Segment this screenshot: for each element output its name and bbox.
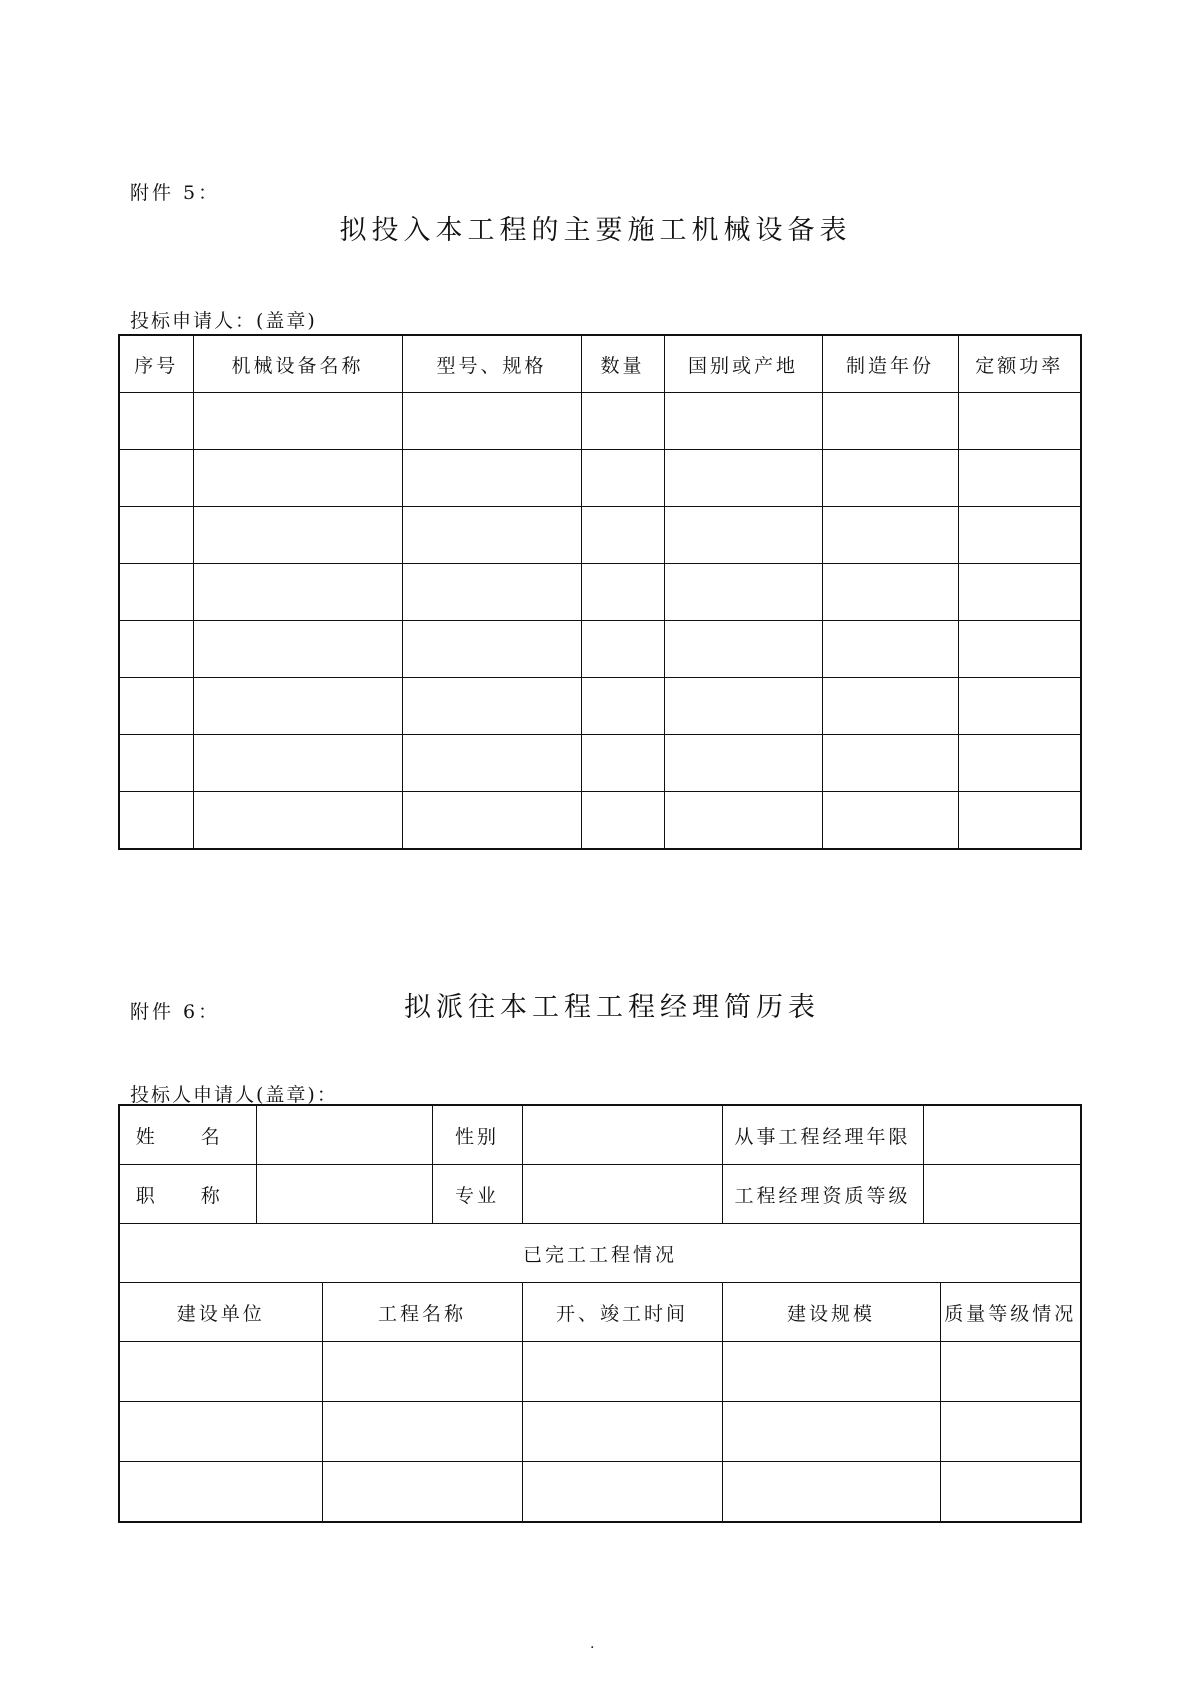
table-cell [402, 564, 581, 621]
header-quantity: 数量 [581, 335, 664, 393]
project-header-row [119, 1283, 1081, 1342]
table-cell [581, 564, 664, 621]
table-cell [322, 1462, 522, 1523]
table-cell [522, 1342, 722, 1402]
gender-value [522, 1105, 722, 1165]
completed-section-heading: 已完工工程情况 [119, 1224, 1081, 1283]
header-equipment-name: 机械设备名称 [193, 335, 402, 393]
table-cell [193, 564, 402, 621]
table-cell [822, 393, 958, 450]
table-cell [664, 450, 822, 507]
table-row [119, 507, 1081, 564]
table-cell [402, 678, 581, 735]
table-row [119, 678, 1081, 735]
table-cell [119, 507, 193, 564]
table-row [119, 735, 1081, 792]
table-cell [119, 1462, 322, 1523]
header-model-spec: 型号、规格 [402, 335, 581, 393]
table-cell [722, 1462, 940, 1523]
table-cell [958, 507, 1081, 564]
table-row [119, 1462, 1081, 1523]
table-cell [822, 450, 958, 507]
table-cell [822, 678, 958, 735]
table-cell [664, 564, 822, 621]
table-row [119, 450, 1081, 507]
table-cell [193, 507, 402, 564]
table-cell [958, 393, 1081, 450]
table-cell [402, 792, 581, 850]
table-row [119, 564, 1081, 621]
table-cell [402, 393, 581, 450]
table-cell [119, 1402, 322, 1462]
table-cell [664, 735, 822, 792]
table-cell [119, 792, 193, 850]
table-cell [402, 507, 581, 564]
table-row [119, 393, 1081, 450]
header-rated-power: 定额功率 [958, 335, 1081, 393]
table-cell [193, 621, 402, 678]
table-cell [581, 735, 664, 792]
completed-section-row [119, 1224, 1081, 1283]
name-row [119, 1105, 1081, 1165]
equipment-table-header [119, 335, 1081, 393]
table-cell [822, 792, 958, 850]
table-cell [581, 393, 664, 450]
table-cell [119, 621, 193, 678]
table-cell [722, 1402, 940, 1462]
table-cell [940, 1462, 1081, 1523]
table-cell [958, 735, 1081, 792]
major-value [522, 1165, 722, 1224]
manager-resume-table [118, 1104, 1082, 1523]
table-cell [958, 450, 1081, 507]
attachment-6-label: 附件 6： [130, 1001, 221, 1023]
header-construction-unit: 建设单位 [119, 1283, 322, 1342]
header-quality-grade: 质量等级情况 [940, 1283, 1081, 1342]
gender-label: 性别 [432, 1105, 522, 1165]
table-cell [193, 735, 402, 792]
header-origin: 国别或产地 [664, 335, 822, 393]
table-cell [322, 1342, 522, 1402]
header-manufacture-year: 制造年份 [822, 335, 958, 393]
header-start-end-time: 开、竣工时间 [522, 1283, 722, 1342]
table-cell [822, 621, 958, 678]
table-cell [722, 1342, 940, 1402]
header-scale: 建设规模 [722, 1283, 940, 1342]
table-cell [119, 735, 193, 792]
attachment-5-title: 拟投入本工程的主要施工机械设备表 [339, 215, 852, 246]
table-cell [822, 564, 958, 621]
table-cell [940, 1402, 1081, 1462]
title-value [256, 1165, 432, 1224]
table-cell [581, 678, 664, 735]
attachment-6-title: 拟派往本工程工程经理简历表 [404, 992, 820, 1023]
qualification-label: 工程经理资质等级 [722, 1165, 923, 1224]
table-cell [581, 507, 664, 564]
equipment-table [118, 334, 1082, 850]
table-cell [958, 564, 1081, 621]
table-cell [402, 621, 581, 678]
major-label: 专业 [432, 1165, 522, 1224]
table-cell [119, 450, 193, 507]
table-cell [119, 678, 193, 735]
name-label: 姓 名 [119, 1105, 256, 1165]
footer-dot: . [590, 1636, 595, 1652]
table-cell [119, 564, 193, 621]
table-cell [664, 792, 822, 850]
years-value [923, 1105, 1081, 1165]
table-cell [581, 621, 664, 678]
table-cell [402, 450, 581, 507]
table-cell [664, 507, 822, 564]
table-row [119, 1342, 1081, 1402]
table-row [119, 621, 1081, 678]
table-cell [522, 1462, 722, 1523]
table-cell [822, 507, 958, 564]
table-cell [322, 1402, 522, 1462]
table-cell [664, 678, 822, 735]
title-row [119, 1165, 1081, 1224]
table-cell [958, 792, 1081, 850]
table-cell [193, 450, 402, 507]
table-cell [822, 735, 958, 792]
header-serial: 序号 [119, 335, 193, 393]
table-cell [402, 735, 581, 792]
table-cell [193, 792, 402, 850]
table-cell [119, 1342, 322, 1402]
name-value [256, 1105, 432, 1165]
table-row [119, 792, 1081, 850]
table-cell [193, 393, 402, 450]
table-cell [193, 678, 402, 735]
table-cell [664, 621, 822, 678]
table-cell [940, 1342, 1081, 1402]
title-label: 职 称 [119, 1165, 256, 1224]
attachment-5-label: 附件 5： [130, 182, 221, 204]
table-cell [522, 1402, 722, 1462]
header-project-name: 工程名称 [322, 1283, 522, 1342]
years-label: 从事工程经理年限 [722, 1105, 923, 1165]
attachment-6-applicant: 投标人申请人(盖章)： [130, 1084, 338, 1106]
table-cell [958, 621, 1081, 678]
qualification-value [923, 1165, 1081, 1224]
table-cell [581, 792, 664, 850]
table-cell [119, 393, 193, 450]
table-cell [581, 450, 664, 507]
table-cell [664, 393, 822, 450]
table-row [119, 1402, 1081, 1462]
table-cell [958, 678, 1081, 735]
attachment-5-applicant: 投标申请人：(盖章) [130, 310, 317, 332]
